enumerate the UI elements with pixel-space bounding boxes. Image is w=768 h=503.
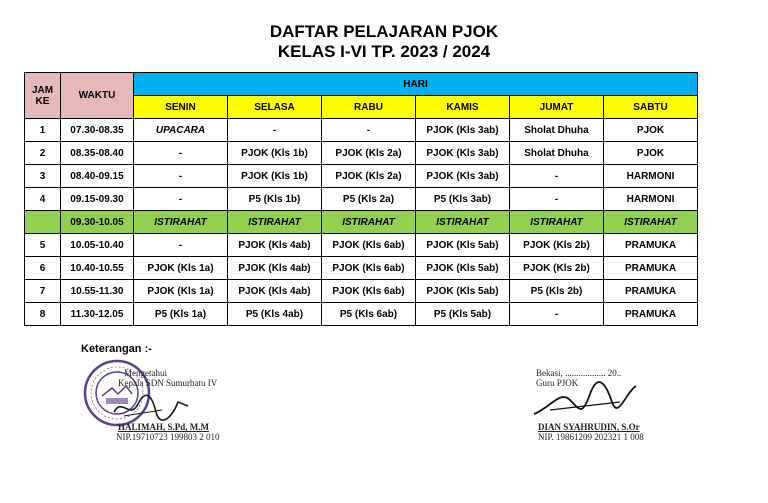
header-jam-ke: JAM KE — [25, 73, 61, 119]
jam-cell: 8 — [25, 303, 61, 326]
subject-cell: - — [134, 165, 228, 188]
subject-cell: P5 (Kls 4ab) — [228, 303, 322, 326]
table-row — [25, 303, 698, 326]
signature-block-principal — [82, 356, 227, 442]
signature-scribble-icon — [112, 392, 192, 422]
waktu-cell: 08.40-09.15 — [61, 165, 134, 188]
jam-cell: 1 — [25, 119, 61, 142]
header-day: RABU — [322, 96, 416, 119]
subject-cell: HARMONI — [604, 165, 698, 188]
subject-cell: PJOK (Kls 5ab) — [416, 257, 510, 280]
subject-cell: PJOK (Kls 3ab) — [416, 165, 510, 188]
subject-cell: Sholat Dhuha — [510, 119, 604, 142]
jam-cell: 3 — [25, 165, 61, 188]
jam-cell: 6 — [25, 257, 61, 280]
subject-cell: PJOK — [604, 119, 698, 142]
keterangan-label: Keterangan :- — [81, 343, 152, 355]
waktu-cell: 09.30-10.05 — [61, 211, 134, 234]
waktu-cell: 09.15-09.30 — [61, 188, 134, 211]
signature-line: Guru PJOK — [536, 378, 579, 388]
signature-line: Bekasi, .................. 20.. — [536, 368, 622, 378]
subject-cell: PJOK (Kls 3ab) — [416, 119, 510, 142]
subject-cell: PJOK — [604, 142, 698, 165]
subject-cell: ISTIRAHAT — [604, 211, 698, 234]
waktu-cell: 11.30-12.05 — [61, 303, 134, 326]
header-day: SELASA — [228, 96, 322, 119]
subject-cell: PJOK (Kls 1a) — [134, 280, 228, 303]
subject-cell: PJOK (Kls 1b) — [228, 165, 322, 188]
subject-cell: PJOK (Kls 4ab) — [228, 280, 322, 303]
signature-line: Kepala SDN Sumurbatu IV — [118, 378, 218, 388]
jam-cell: 5 — [25, 234, 61, 257]
waktu-cell: 08.35-08.40 — [61, 142, 134, 165]
jam-cell: 7 — [25, 280, 61, 303]
subject-cell: PJOK (Kls 4ab) — [228, 257, 322, 280]
subject-cell: - — [134, 234, 228, 257]
subject-cell: HARMONI — [604, 188, 698, 211]
subject-cell: - — [510, 165, 604, 188]
subject-cell: PRAMUKA — [604, 280, 698, 303]
subject-cell: PJOK (Kls 2b) — [510, 257, 604, 280]
jam-cell — [25, 211, 61, 234]
jam-cell: 2 — [25, 142, 61, 165]
table-row — [25, 142, 698, 165]
page-subtitle: KELAS I-VI TP. 2023 / 2024 — [277, 42, 491, 61]
subject-cell: P5 (Kls 1a) — [134, 303, 228, 326]
subject-cell: PJOK (Kls 1a) — [134, 257, 228, 280]
subject-cell: PJOK (Kls 4ab) — [228, 234, 322, 257]
waktu-cell: 10.40-10.55 — [61, 257, 134, 280]
subject-cell: ISTIRAHAT — [322, 211, 416, 234]
subject-cell: - — [228, 119, 322, 142]
subject-cell: PRAMUKA — [604, 234, 698, 257]
table-row — [25, 119, 698, 142]
waktu-cell: 10.05-10.40 — [61, 234, 134, 257]
subject-cell: PJOK (Kls 5ab) — [416, 280, 510, 303]
subject-cell: P5 (Kls 1b) — [228, 188, 322, 211]
subject-cell: ISTIRAHAT — [228, 211, 322, 234]
subject-cell: PJOK (Kls 3ab) — [416, 142, 510, 165]
subject-cell: PJOK (Kls 1b) — [228, 142, 322, 165]
subject-cell: PJOK (Kls 5ab) — [416, 234, 510, 257]
table-row — [25, 188, 698, 211]
subject-cell: P5 (Kls 3ab) — [416, 188, 510, 211]
header-day: SENIN — [134, 96, 228, 119]
subject-cell: Sholat Dhuha — [510, 142, 604, 165]
waktu-cell: 07.30-08.35 — [61, 119, 134, 142]
header-day: KAMIS — [416, 96, 510, 119]
table-row — [25, 280, 698, 303]
subject-cell: P5 (Kls 2b) — [510, 280, 604, 303]
signatory-name: HALIMAH, S.Pd, M.M — [118, 422, 209, 432]
signature-block-teacher — [528, 356, 652, 442]
subject-cell: PJOK (Kls 6ab) — [322, 234, 416, 257]
waktu-cell: 10.55-11.30 — [61, 280, 134, 303]
page-title: DAFTAR PELAJARAN PJOK — [269, 22, 499, 41]
subject-cell: PRAMUKA — [604, 303, 698, 326]
subject-cell: - — [510, 188, 604, 211]
subject-cell: PJOK (Kls 2a) — [322, 165, 416, 188]
subject-cell: PJOK (Kls 2b) — [510, 234, 604, 257]
table-row — [25, 257, 698, 280]
subject-cell: - — [134, 142, 228, 165]
header-waktu: WAKTU — [61, 73, 134, 119]
subject-cell: ISTIRAHAT — [134, 211, 228, 234]
subject-cell: ISTIRAHAT — [416, 211, 510, 234]
jam-cell: 4 — [25, 188, 61, 211]
signatory-nip: NIP.19710723 199803 2 010 — [116, 432, 220, 442]
subject-cell: - — [322, 119, 416, 142]
header-day: SABTU — [604, 96, 698, 119]
table-row — [25, 234, 698, 257]
subject-cell: PJOK (Kls 6ab) — [322, 257, 416, 280]
table-row — [25, 165, 698, 188]
signature-scribble-icon — [530, 380, 640, 420]
subject-cell: P5 (Kls 5ab) — [416, 303, 510, 326]
subject-cell: PJOK (Kls 2a) — [322, 142, 416, 165]
signatory-nip: NIP. 19861209 202321 1 008 — [538, 432, 644, 442]
signature-line: Mengetahui — [124, 368, 167, 378]
subject-cell: ISTIRAHAT — [510, 211, 604, 234]
schedule-table — [24, 72, 698, 326]
subject-cell: PJOK (Kls 6ab) — [322, 280, 416, 303]
subject-cell: P5 (Kls 2a) — [322, 188, 416, 211]
header-hari: HARI — [134, 73, 698, 96]
subject-cell: - — [510, 303, 604, 326]
subject-cell: - — [134, 188, 228, 211]
subject-cell: UPACARA — [134, 119, 228, 142]
header-day: JUMAT — [510, 96, 604, 119]
subject-cell: PRAMUKA — [604, 257, 698, 280]
subject-cell: P5 (Kls 6ab) — [322, 303, 416, 326]
table-row-istirahat — [25, 211, 698, 234]
signatory-name: DIAN SYAHRUDIN, S.Or — [538, 422, 640, 432]
